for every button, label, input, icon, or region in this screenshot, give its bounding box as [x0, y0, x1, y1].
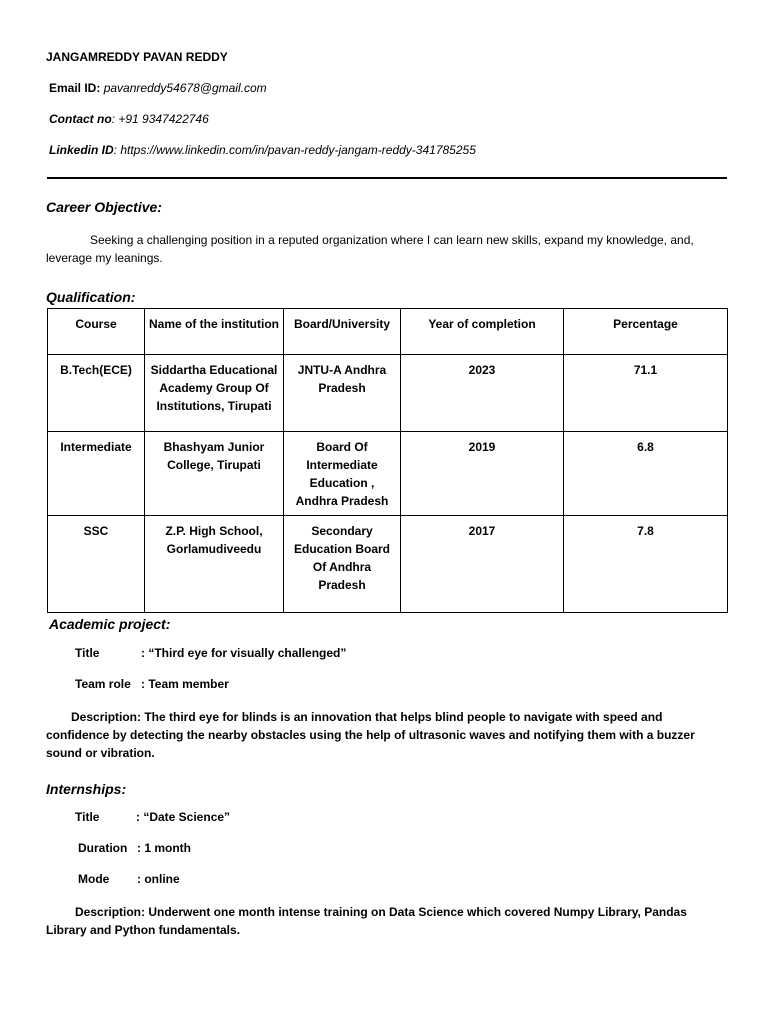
project-description: Description: The third eye for blinds is an innovation that helps blind people to navigate with speed and confidence by detecting the nearby obstacles using the help of ultrasonic waves and notifying them with a buzzer sound or vibration. [46, 710, 695, 760]
table-cell: 2019 [401, 432, 564, 516]
table-cell: Board Of Intermediate Education , Andhra Pradesh [284, 432, 401, 516]
column-header: Year of completion [401, 309, 564, 355]
linkedin-label: Linkedin ID [49, 143, 114, 157]
qualification-heading: Qualification: [46, 289, 136, 305]
project-role-value: : Team member [141, 677, 229, 691]
table-cell: Secondary Education Board Of Andhra Pradesh [284, 516, 401, 613]
project-role-label: Team role [75, 677, 131, 691]
career-objective-heading: Career Objective: [46, 199, 162, 215]
academic-project-heading: Academic project: [49, 616, 171, 632]
table-cell: 2023 [401, 355, 564, 432]
project-title-line [75, 646, 346, 660]
internship-duration-label: Duration [78, 841, 128, 855]
table-cell: Bhashyam Junior College, Tirupati [145, 432, 284, 516]
column-header: Percentage [564, 309, 728, 355]
qualification-table [47, 308, 728, 613]
project-title-label: Title [75, 646, 100, 660]
table-cell: 6.8 [564, 432, 728, 516]
table-row [48, 432, 728, 516]
table-cell: Intermediate [48, 432, 145, 516]
linkedin-line [49, 143, 476, 157]
linkedin-value: : https://www.linkedin.com/in/pavan-reddy-jangam-reddy-341785255 [113, 143, 476, 157]
email-value: pavanreddy54678@gmail.com [103, 81, 267, 95]
internships-heading: Internships: [46, 781, 127, 797]
internship-duration-value: : 1 month [137, 841, 191, 855]
internship-duration-line [78, 841, 191, 855]
internship-mode-line [78, 872, 180, 886]
table-row [48, 516, 728, 613]
email-line [49, 81, 267, 95]
header-divider [47, 177, 727, 179]
project-title-value: : “Third eye for visually challenged” [141, 646, 347, 660]
table-cell: SSC [48, 516, 145, 613]
internship-title-value: : “Date Science” [136, 810, 231, 824]
contact-value: : +91 9347422746 [111, 112, 209, 126]
table-row [48, 355, 728, 432]
candidate-name: JANGAMREDDY PAVAN REDDY [46, 50, 228, 64]
contact-line [49, 112, 209, 126]
column-header: Course [48, 309, 145, 355]
internship-mode-label: Mode [78, 872, 110, 886]
email-label: Email ID: [49, 81, 101, 95]
table-cell: Z.P. High School, Gorlamudiveedu [145, 516, 284, 613]
table-cell: 71.1 [564, 355, 728, 432]
column-header: Board/University [284, 309, 401, 355]
contact-label: Contact no [49, 112, 112, 126]
internship-mode-value: : online [137, 872, 180, 886]
table-cell: JNTU-A Andhra Pradesh [284, 355, 401, 432]
project-role-line [75, 677, 229, 691]
table-cell: 2017 [401, 516, 564, 613]
internship-title-line [75, 810, 230, 824]
internship-description: Description: Underwent one month intense training on Data Science which covered Numpy Library, Pandas Library and Python fundamentals. [46, 905, 687, 937]
table-cell: 7.8 [564, 516, 728, 613]
table-cell: Siddartha Educational Academy Group Of Institutions, Tirupati [145, 355, 284, 432]
internship-title-label: Title [75, 810, 100, 824]
table-header-row [48, 309, 728, 355]
table-cell: B.Tech(ECE) [48, 355, 145, 432]
column-header: Name of the institution [145, 309, 284, 355]
career-objective-text: Seeking a challenging position in a reputed organization where I can learn new skills, expand my knowledge, and, leverage my leanings. [46, 233, 694, 265]
